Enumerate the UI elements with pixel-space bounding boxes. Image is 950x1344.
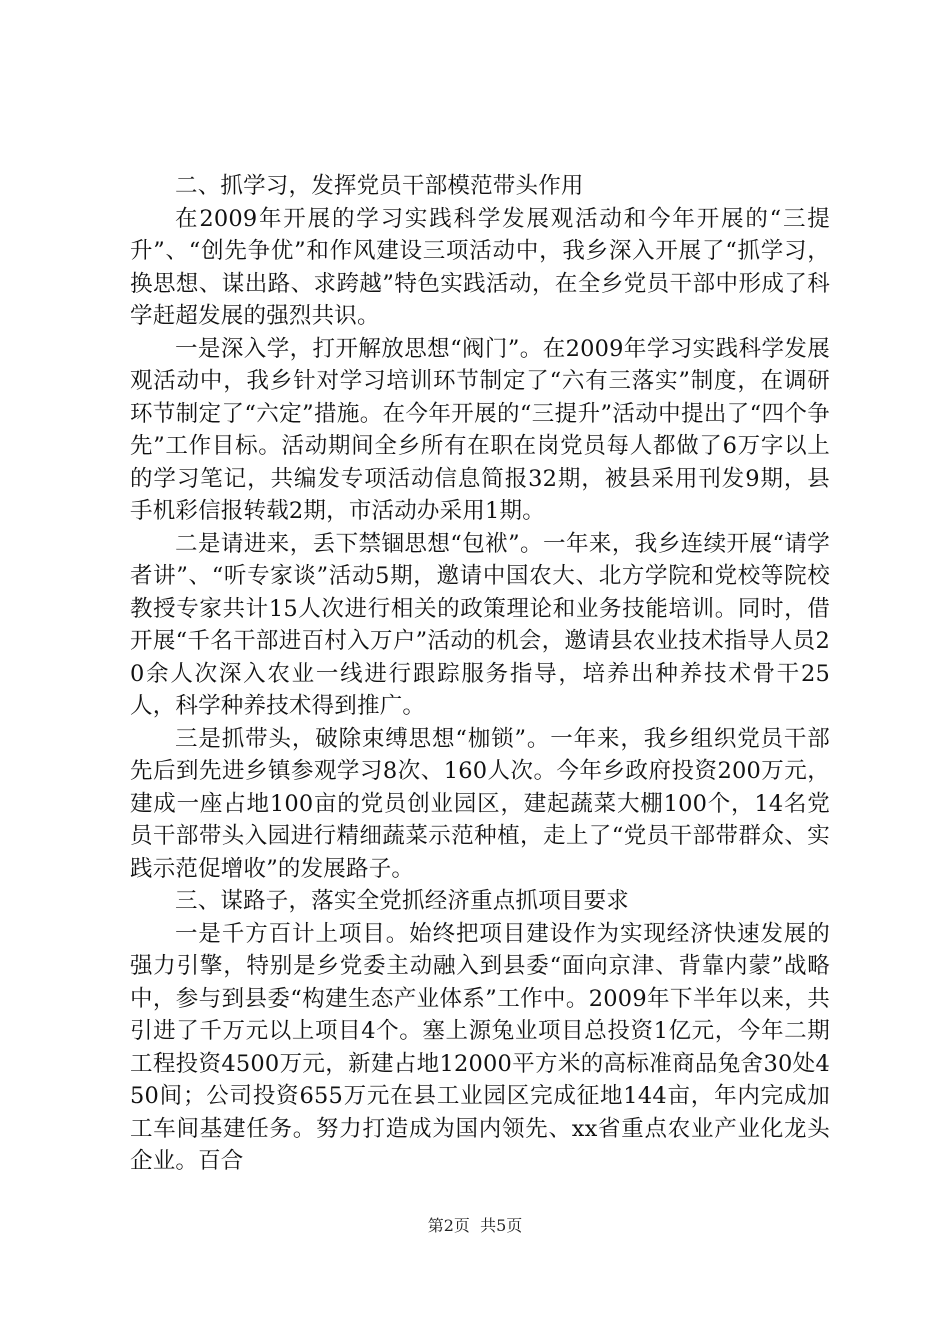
paragraph-deep-study: 一是深入学，打开解放思想“阀门”。在2009年学习实践科学发展观活动中，我乡针对学习培训环节制定了“六有三落实”制度，在调研环节制定了“六定”措施。在今年开展的“三提升”活动中提出了“四个争先”工作目标。活动期间全乡所有在职在岗党员每人都做了6万字以上的学习笔记，共编发专项活动信息简报32期，被县采用刊发9期，县手机彩信报转载2期，市活动办采用1期。 [130,335,830,524]
page-number: 第2页 [427,1216,470,1235]
section-heading-projects: 三、谋路子，落实全党抓经济重点抓项目要求 [175,888,630,914]
section-heading-study: 二、抓学习，发挥党员干部模范带头作用 [175,173,584,199]
paragraph-projects: 一是千方百计上项目。始终把项目建设作为实现经济快速发展的强力引擎，特别是乡党委主动融入到县委“面向京津、背靠内蒙”战略中，参与到县委“构建生态产业体系”工作中。2009年下半年以来，共引进了千万元以上项目4个。塞上源兔业项目总投资1亿元，今年二期工程投资4500万元，新建占地12000平方米的高标准商品兔舍30处450间；公司投资655万元在县工业园区完成征地144亩，年内完成加工车间基建任务。努力打造成为国内领先、xx省重点农业产业化龙头企业。百合 [130,920,830,1174]
paragraph-intro: 在2009年开展的学习实践科学发展观活动和今年开展的“三提升”、“创先争优”和作风建设三项活动中，我乡深入开展了“抓学习，换思想、谋出路、求跨越”特色实践活动，在全乡党员干部中形成了科学赶超发展的强烈共识。 [130,205,830,329]
page-total: 共5页 [480,1216,523,1235]
document-body [130,170,830,1178]
paragraph-lead-by-example: 三是抓带头，破除束缚思想“枷锁”。一年来，我乡组织党员干部先后到先进乡镇参观学习8次、160人次。今年乡政府投资200万元，建成一座占地100亩的党员创业园区，建起蔬菜大棚100个，14名党员干部带头入园进行精细蔬菜示范种植，走上了“党员干部带群众、实践示范促增收”的发展路子。 [130,725,830,882]
paragraph-invite-experts: 二是请进来，丢下禁锢思想“包袱”。一年来，我乡连续开展“请学者讲”、“听专家谈”活动5期，邀请中国农大、北方学院和党校等院校教授专家共计15人次进行相关的政策理论和业务技能培训。同时，借开展“千名干部进百村入万户”活动的机会，邀请县农业技术指导人员20余人次深入农业一线进行跟踪服务指导，培养出种养技术骨干25人，科学种养技术得到推广。 [130,530,830,719]
page-footer [0,1216,950,1236]
